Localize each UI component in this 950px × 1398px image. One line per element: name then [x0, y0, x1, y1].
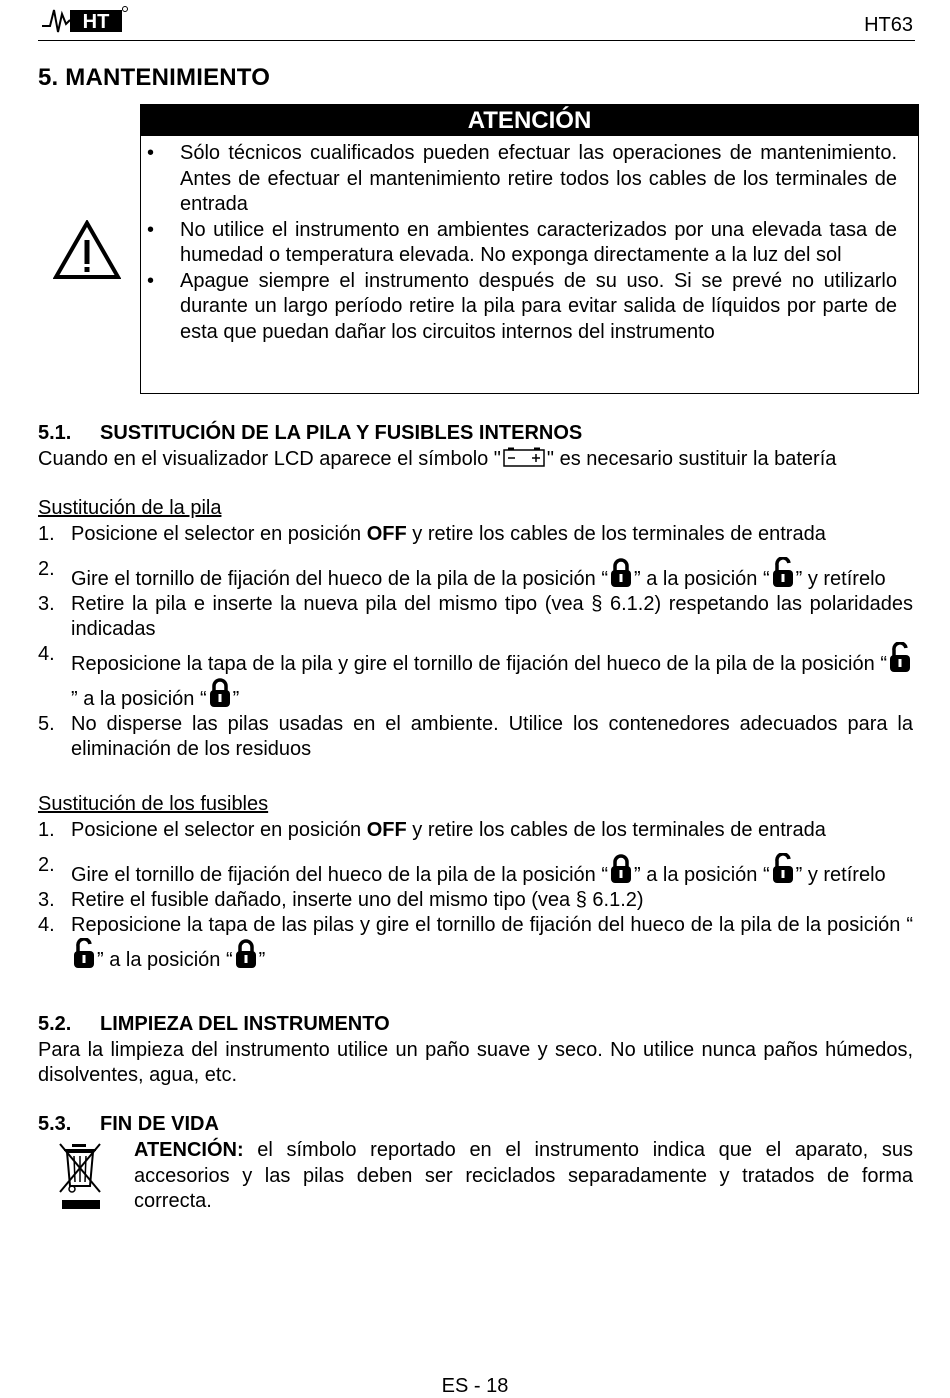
page-number: ES - 18 [441, 1375, 509, 1397]
list-item: 2. Gire el tornillo de fijación del hueco de la pila de la posición “ ” a la posición “ ” y retírelo [38, 558, 886, 590]
padlock-unlocked-icon [770, 853, 796, 885]
chapter-title: 5. MANTENIMIENTO [38, 64, 271, 91]
section-5-1-heading: 5.1. SUSTITUCIÓN DE LA PILA Y FUSIBLES INTERNOS [38, 422, 583, 444]
section-5-3-text: ATENCIÓN: el símbolo reportado en el instrumento indica que el aparato, sus accesorios y las pilas deben ser reciclados separadamente y tratados de forma correcta. [134, 1139, 913, 1212]
warning-triangle-icon [53, 220, 121, 280]
section-5-2-text: Para la limpieza del instrumento utilice un paño suave y seco. No utilice nunca paños húmedos, disolventes, agua, etc. [38, 1039, 913, 1086]
padlock-locked-icon [233, 938, 259, 970]
padlock-locked-icon [608, 853, 634, 885]
list-item: 3. Retire la pila e inserte la nueva pila del mismo tipo (vea § 6.1.2) respetando las polaridades indicadas [38, 593, 913, 640]
warning-item: • Apague siempre el instrumento después de su uso. Si se prevé no utilizarlo durante un largo período retire la pila para evitar salida de líquidos por parte de esta que puedan dañar los circuitos internos del instrumento [147, 269, 897, 343]
padlock-unlocked-icon [887, 642, 913, 674]
crossed-bin-icon [58, 1140, 102, 1212]
list-item: 4. Reposicione la tapa de la pila y gire el tornillo de fijación del hueco de la pila de la posición “” a la posición “ ” [38, 642, 913, 712]
section-5-3-heading: 5.3. FIN DE VIDA [38, 1113, 219, 1135]
list-item: 2. Gire el tornillo de fijación del hueco de la pila de la posición “ ” a la posición “ ” y retírelo [38, 854, 886, 886]
warning-item: • No utilice el instrumento en ambientes caracterizados por una elevada tasa de humedad o temperatura elevada. No exponga directamente a la luz del sol [147, 218, 897, 266]
list-item: 1. Posicione el selector en posición OFF y retire los cables de los terminales de entrada [38, 523, 826, 545]
warning-list [141, 141, 918, 345]
header-rule [38, 40, 915, 41]
section-5-2-heading: 5.2. LIMPIEZA DEL INSTRUMENTO [38, 1013, 390, 1035]
brand-text: HT [82, 11, 110, 33]
section-5-1-intro: Cuando en el visualizador LCD aparece el símbolo " " es necesario sustituir la batería [38, 448, 837, 470]
padlock-locked-icon [207, 677, 233, 709]
fuses-subheading: Sustitución de los fusibles [38, 793, 269, 815]
padlock-unlocked-icon [770, 557, 796, 589]
warning-item: • Sólo técnicos cualificados pueden efectuar las operaciones de mantenimiento. Antes de efectuar el mantenimiento retire todos los cables de los terminales de entrada [147, 142, 897, 215]
doc-code: HT63 [864, 14, 913, 36]
warning-box [140, 104, 919, 394]
list-item: 4. Reposicione la tapa de las pilas y gire el tornillo de fijación del hueco de la pila de la posición “” a la posición “ ” [38, 914, 913, 971]
list-item: 3. Retire el fusible dañado, inserte uno del mismo tipo (vea § 6.1.2) [38, 889, 644, 911]
padlock-unlocked-icon [71, 938, 97, 970]
warning-title: ATENCIÓN [141, 105, 918, 136]
ht-logo [40, 4, 128, 36]
list-item: 1. Posicione el selector en posición OFF y retire los cables de los terminales de entrada [38, 819, 826, 841]
battery-steps [38, 522, 913, 762]
battery-symbol-icon [501, 447, 547, 469]
padlock-locked-icon [608, 557, 634, 589]
fuse-steps [38, 818, 913, 973]
list-item: 5. No disperse las pilas usadas en el ambiente. Utilice los contenedores adecuados para la eliminación de los residuos [38, 713, 913, 760]
battery-subheading: Sustitución de la pila [38, 497, 222, 519]
